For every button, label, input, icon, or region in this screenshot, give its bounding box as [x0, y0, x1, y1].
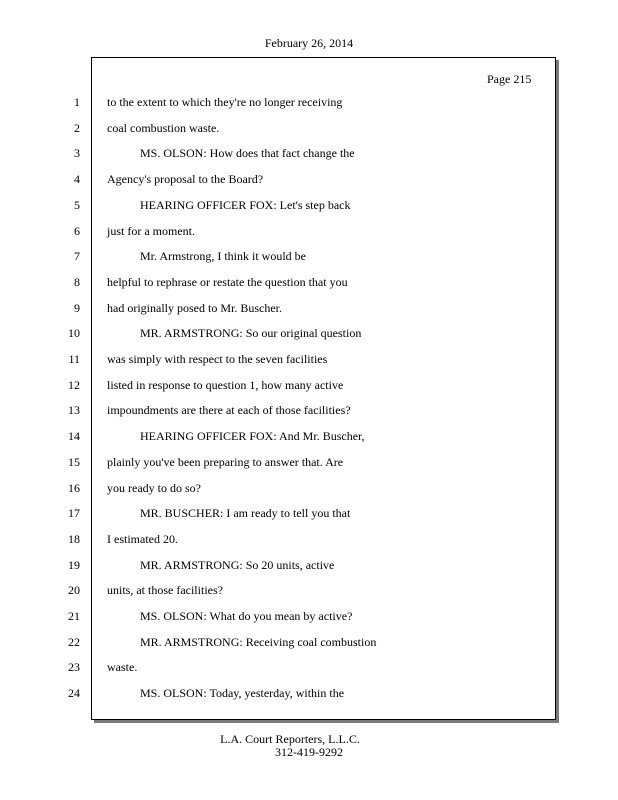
transcript-line — [0, 402, 618, 418]
line-number: 24 — [68, 686, 80, 701]
line-number: 6 — [74, 223, 80, 238]
line-text: MR. ARMSTRONG: Receiving coal combustion — [140, 634, 377, 649]
page-number: Page 215 — [487, 72, 532, 86]
transcript-line — [0, 480, 618, 496]
line-number: 4 — [74, 172, 80, 187]
line-text: MR. ARMSTRONG: So our original question — [140, 326, 362, 341]
line-number: 20 — [68, 583, 80, 598]
transcript-line — [0, 171, 618, 187]
line-text: waste. — [107, 660, 138, 675]
line-text: MS. OLSON: Today, yesterday, within the — [140, 686, 345, 701]
line-text: MS. OLSON: How does that fact change the — [140, 146, 355, 161]
line-text: just for a moment. — [107, 223, 195, 238]
transcript-line — [0, 634, 618, 650]
line-text: Mr. Armstrong, I think it would be — [140, 249, 306, 264]
transcript-line — [0, 351, 618, 367]
transcript-line — [0, 325, 618, 341]
line-number: 2 — [74, 120, 80, 135]
header-date: February 26, 2014 — [264, 36, 354, 50]
line-number: 17 — [68, 506, 80, 521]
line-number: 3 — [74, 146, 80, 161]
line-text: MS. OLSON: What do you mean by active? — [140, 609, 353, 623]
transcript-line — [0, 274, 618, 290]
transcript-line — [0, 685, 618, 701]
line-number: 8 — [74, 274, 80, 289]
transcript-line — [0, 428, 618, 444]
line-number: 22 — [68, 634, 80, 649]
line-number: 12 — [68, 377, 80, 392]
line-number: 15 — [68, 454, 80, 469]
line-number: 14 — [68, 429, 80, 444]
line-number: 7 — [74, 249, 80, 264]
transcript-line — [0, 197, 618, 213]
line-number: 21 — [68, 609, 80, 623]
line-text: I estimated 20. — [107, 531, 178, 546]
footer-reporter-name: L.A. Court Reporters, L.L.C. — [220, 732, 360, 746]
line-text: listed in response to question 1, how many active — [107, 377, 344, 392]
footer-phone: 312-419-9292 — [275, 745, 343, 759]
transcript-line — [0, 557, 618, 573]
transcript-line — [0, 377, 618, 393]
transcript-line — [0, 94, 618, 110]
transcript-line — [0, 608, 618, 624]
line-text: HEARING OFFICER FOX: Let's step back — [140, 197, 351, 212]
line-text: plainly you've been preparing to answer that. Are — [107, 454, 344, 469]
line-text: to the extent to which they're no longer receiving — [107, 95, 343, 109]
line-number: 18 — [68, 531, 80, 546]
transcript-line — [0, 223, 618, 239]
line-number: 11 — [68, 352, 80, 366]
line-number: 9 — [74, 300, 80, 315]
transcript-line — [0, 300, 618, 316]
transcript-line — [0, 454, 618, 470]
transcript-line — [0, 531, 618, 547]
line-number: 1 — [74, 95, 80, 109]
line-number: 16 — [68, 480, 80, 495]
line-number: 10 — [68, 326, 80, 341]
line-number: 5 — [74, 197, 80, 212]
line-text: helpful to rephrase or restate the question that you — [107, 274, 348, 289]
transcript-line — [0, 248, 618, 264]
line-text: MR. BUSCHER: I am ready to tell you that — [140, 506, 351, 521]
line-number: 13 — [68, 403, 80, 418]
line-text: units, at those facilities? — [107, 583, 223, 598]
line-text: Agency's proposal to the Board? — [107, 172, 264, 187]
transcript-line — [0, 120, 618, 136]
transcript-line — [0, 505, 618, 521]
transcript-line — [0, 145, 618, 161]
line-text: coal combustion waste. — [107, 120, 220, 135]
line-number: 23 — [68, 660, 80, 675]
line-text: you ready to do so? — [107, 480, 201, 495]
line-number: 19 — [68, 557, 80, 572]
line-text: was simply with respect to the seven facilities — [107, 352, 328, 366]
line-text: had originally posed to Mr. Buscher. — [107, 300, 282, 315]
line-text: HEARING OFFICER FOX: And Mr. Buscher, — [140, 429, 365, 444]
transcript-line — [0, 659, 618, 675]
line-text: MR. ARMSTRONG: So 20 units, active — [140, 557, 335, 572]
line-text: impoundments are there at each of those facilities? — [107, 403, 351, 418]
transcript-line — [0, 582, 618, 598]
